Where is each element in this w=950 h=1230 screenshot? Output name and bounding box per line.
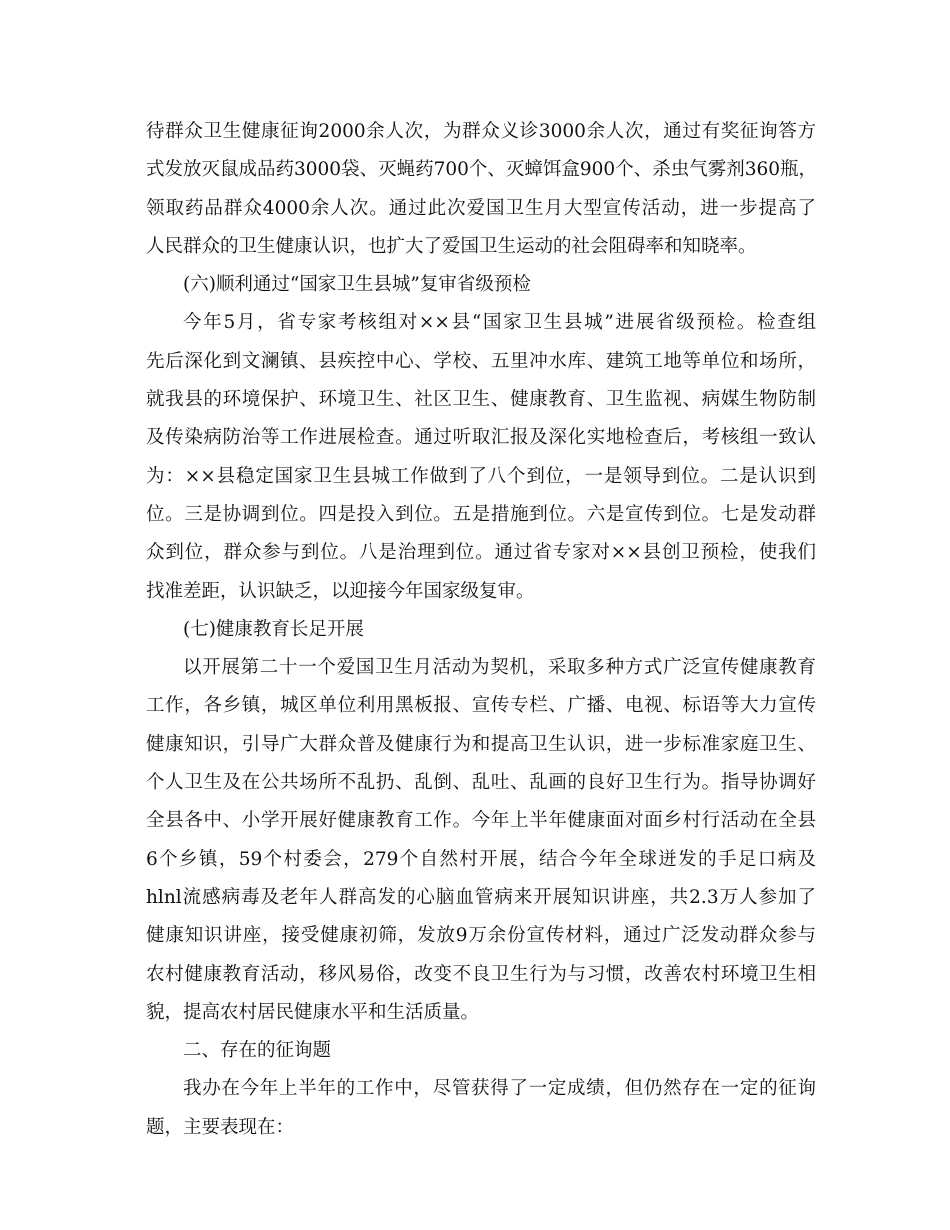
text-line: 就我县的环境保护、环境卫生、社区卫生、健康教育、卫生监视、病媒生物防制 bbox=[146, 389, 816, 411]
text-line: 我办在今年上半年的工作中，尽管获得了一定成绩，但仍然存在一定的征询 bbox=[183, 1078, 816, 1100]
text-line: 农村健康教育活动，移风易俗，改变不良卫生行为与习惯，改善农村环境卫生相 bbox=[146, 963, 816, 985]
text-line: 众到位，群众参与到位。八是治理到位。通过省专家对××县创卫预检，使我们 bbox=[146, 542, 816, 564]
text-line: 找准差距，认识缺乏，以迎接今年国家级复审。 bbox=[146, 580, 535, 602]
text-line: 个人卫生及在公共场所不乱扔、乱倒、乱吐、乱画的良好卫生行为。指导协调好 bbox=[146, 772, 816, 794]
text-line: 式发放灭鼠成品药3000袋、灭蝇药700个、灭蟑饵盒900个、杀虫气雾剂360瓶， bbox=[146, 159, 818, 181]
text-line: 健康知识讲座，接受健康初筛，发放9万余份宣传材料，通过广泛发动群众参与 bbox=[146, 925, 816, 947]
text-line: 6个乡镇，59个村委会，279个自然村开展，结合今年全球迸发的手足口病及 bbox=[146, 848, 816, 870]
section-heading-6: (六)顺利通过“国家卫生县城”复审省级预检 bbox=[183, 274, 531, 296]
section-heading-problems: 二、存在的征询题 bbox=[183, 1040, 332, 1062]
text-line: 及传染病防治等工作进展检查。通过听取汇报及深化实地检查后，考核组一致认 bbox=[146, 427, 816, 449]
section-heading-7: (七)健康教育长足开展 bbox=[183, 618, 364, 640]
document-page bbox=[146, 113, 816, 1147]
text-line: 位。三是协调到位。四是投入到位。五是措施到位。六是宣传到位。七是发动群 bbox=[146, 503, 816, 525]
text-line: 貌，提高农村居民健康水平和生活质量。 bbox=[146, 1001, 480, 1023]
text-line: 健康知识，引导广大群众普及健康行为和提高卫生认识，进一步标准家庭卫生、 bbox=[146, 733, 816, 755]
text-line: 待群众卫生健康征询2000余人次，为群众义诊3000余人次，通过有奖征询答方 bbox=[146, 121, 816, 142]
text-line: 今年5月，省专家考核组对××县“国家卫生县城”进展省级预检。检查组 bbox=[183, 312, 816, 334]
text-line: 领取药品群众4000余人次。通过此次爱国卫生月大型宣传活动，进一步提高了 bbox=[146, 197, 816, 219]
text-line: 题，主要表现在： bbox=[146, 1116, 295, 1138]
text-line: 先后深化到文澜镇、县疾控中心、学校、五里冲水库、建筑工地等单位和场所， bbox=[146, 350, 816, 372]
text-line: 以开展第二十一个爱国卫生月活动为契机，采取多种方式广泛宣传健康教育 bbox=[183, 657, 816, 679]
text-line: 全县各中、小学开展好健康教育工作。今年上半年健康面对面乡村行活动在全县 bbox=[146, 810, 816, 832]
text-line: 为：××县稳定国家卫生县城工作做到了八个到位，一是领导到位。二是认识到 bbox=[146, 465, 816, 487]
text-line: hlnl流感病毒及老年人群高发的心脑血管病来开展知识讲座，共2.3万人参加了 bbox=[146, 886, 816, 908]
text-line: 人民群众的卫生健康认识，也扩大了爱国卫生运动的社会阻碍率和知晓率。 bbox=[146, 235, 757, 257]
text-line: 工作，各乡镇，城区单位利用黑板报、宣传专栏、广播、电视、标语等大力宣传 bbox=[146, 695, 816, 717]
